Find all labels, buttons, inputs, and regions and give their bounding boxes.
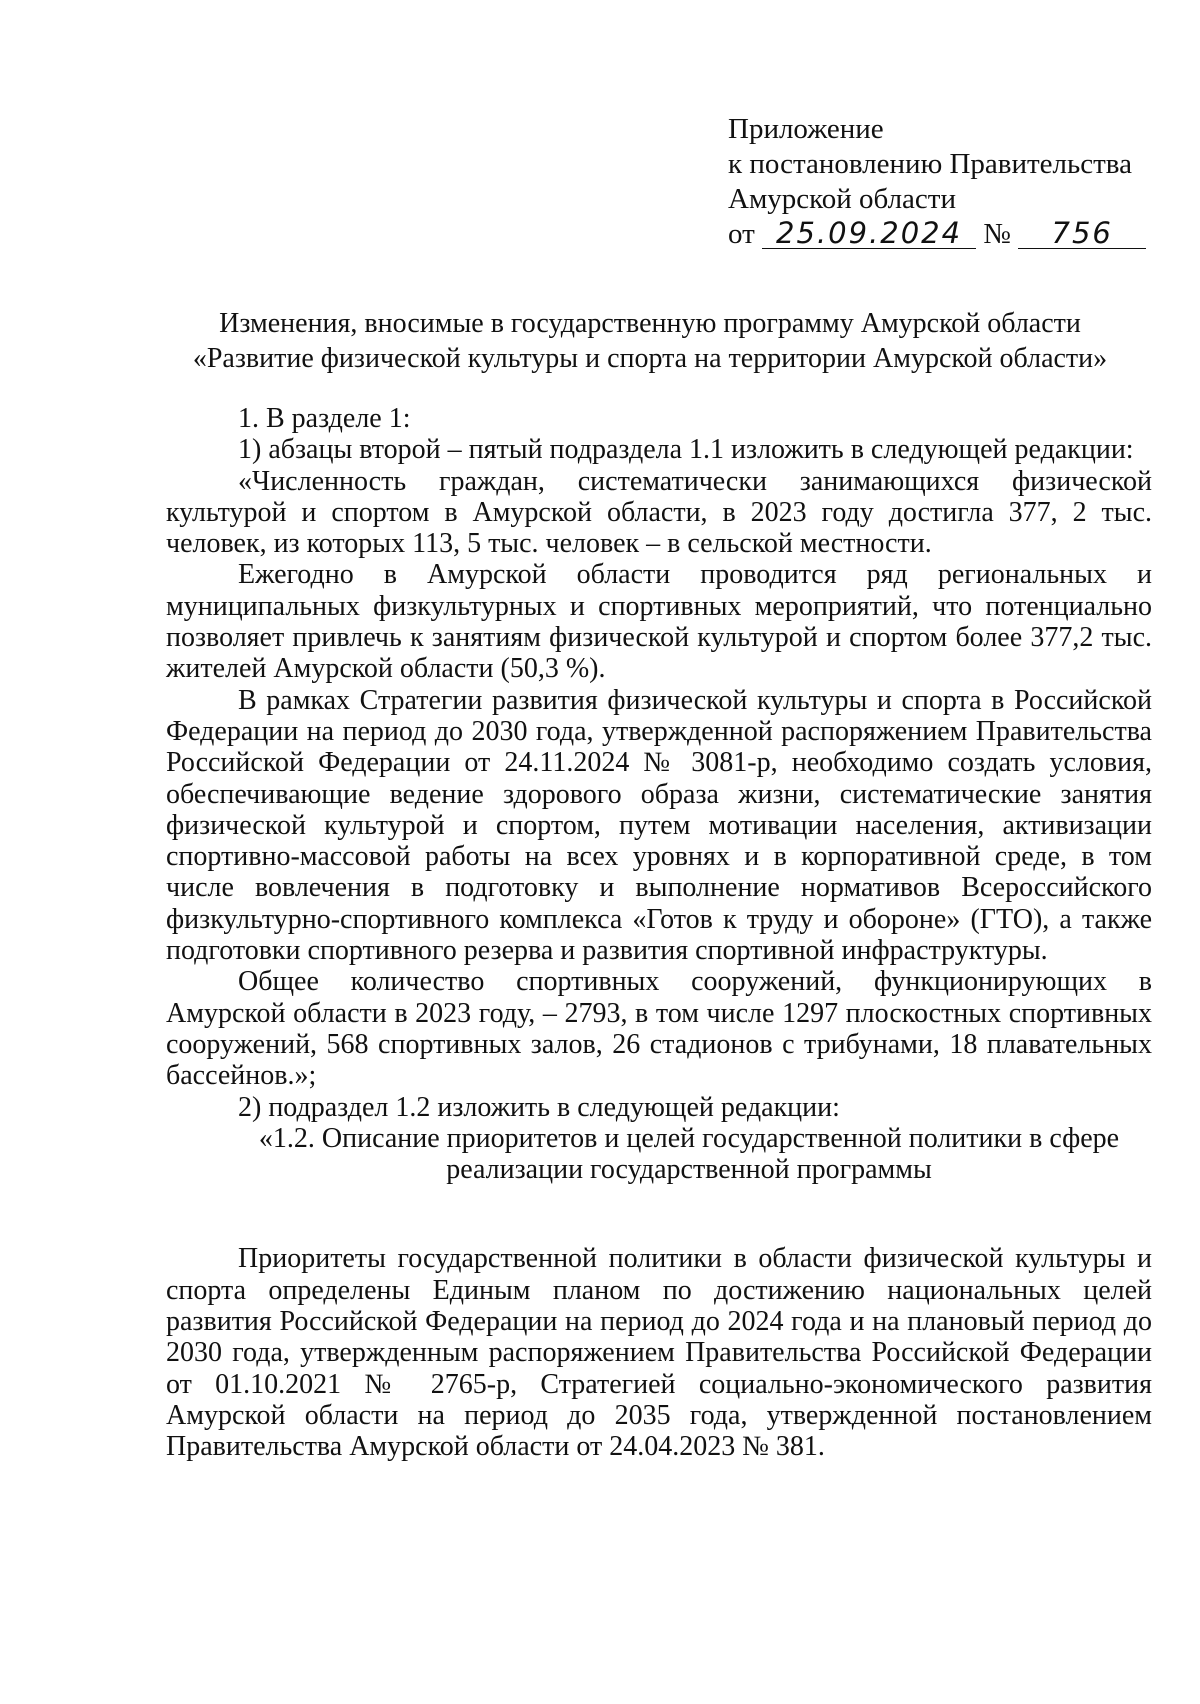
title-line-1: Изменения, вносимые в государственную программу Амурской области [219, 308, 1081, 339]
from-prefix: от [728, 218, 755, 250]
document-body [166, 403, 1152, 1463]
appendix-region: Амурской области [728, 183, 956, 215]
appendix-date-number-line [728, 217, 1146, 252]
subsection-title-line-1: «1.2. Описание приоритетов и целей государственной политики в сфере [258, 1122, 1120, 1154]
appendix-label: Приложение [728, 113, 884, 145]
appendix-block [728, 112, 1146, 252]
paragraph-facilities: Общее количество спортивных сооружений, функционирующих в Амурской области в 2023 году, – 2793, в том числе 1297 плоскостных спортивных сооружений, 568 спортивных залов, 26 стадионов с трибунами, 18 плавательных бассейнов.»; [166, 966, 1152, 1092]
number-prefix: № [983, 218, 1011, 250]
paragraph-item-1: 1) абзацы второй – пятый подраздела 1.1 изложить в следующей редакции: [238, 434, 1134, 466]
document-title [150, 306, 1150, 376]
paragraph-section-1: 1. В разделе 1: [238, 403, 411, 434]
subsection-title-line-2: реализации государственной программы [446, 1154, 932, 1186]
paragraph-citizens: «Численность граждан, систематически занимающихся физической культурой и спортом в Амурской области, в 2023 году достигла 377, 2 тыс. человек, из которых 113, 5 тыс. человек – в сельской местности. [166, 465, 1152, 560]
paragraph-events: Ежегодно в Амурской области проводится ряд региональных и муниципальных физкультурных и спортивных мероприятий, что потенциально позволяет привлечь к занятиям физической культурой и спортом более 377,2 тыс. жителей Амурской области (50,3 %). [166, 559, 1152, 685]
handwritten-number: 756 [1018, 218, 1146, 249]
appendix-reference: к постановлению Правительства [728, 148, 1132, 180]
subsection-title [166, 1123, 1152, 1186]
spacer [166, 1185, 1152, 1243]
paragraph-item-2: 2) подраздел 1.2 изложить в следующей редакции: [238, 1091, 840, 1123]
paragraph-priorities: Приоритеты государственной политики в области физической культуры и спорта определены Единым планом по достижению национальных целей развития Российской Федерации на период до 2024 года и на плановый период до 2030 года, утвержденным распоряжением Правительства Российской Федерации от 01.10.2021 № 2765-р, Стратегией социально-экономического развития Амурской области на период до 2035 года, утвержденной постановлением Правительства Амурской области от 24.04.2023 № 381. [166, 1243, 1152, 1463]
title-line-2: «Развитие физической культуры и спорта на территории Амурской области» [192, 343, 1108, 374]
handwritten-date: 25.09.2024 [762, 218, 976, 249]
paragraph-strategy: В рамках Стратегии развития физической культуры и спорта в Российской Федерации на период до 2030 года, утвержденной распоряжением Правительства Российской Федерации от 24.11.2024 № 3081-р, необходимо создать условия, обеспечивающие ведение здорового образа жизни, систематические занятия физической культурой и спортом, путем мотивации населения, активизации спортивно-массовой работы на всех уровнях и в корпоративной среде, в том числе вовлечения в подготовку и выполнение нормативов Всероссийского физкультурно-спортивного комплекса «Готов к труду и обороне» (ГТО), а также подготовки спортивного резерва и развития спортивной инфраструктуры. [166, 684, 1152, 967]
